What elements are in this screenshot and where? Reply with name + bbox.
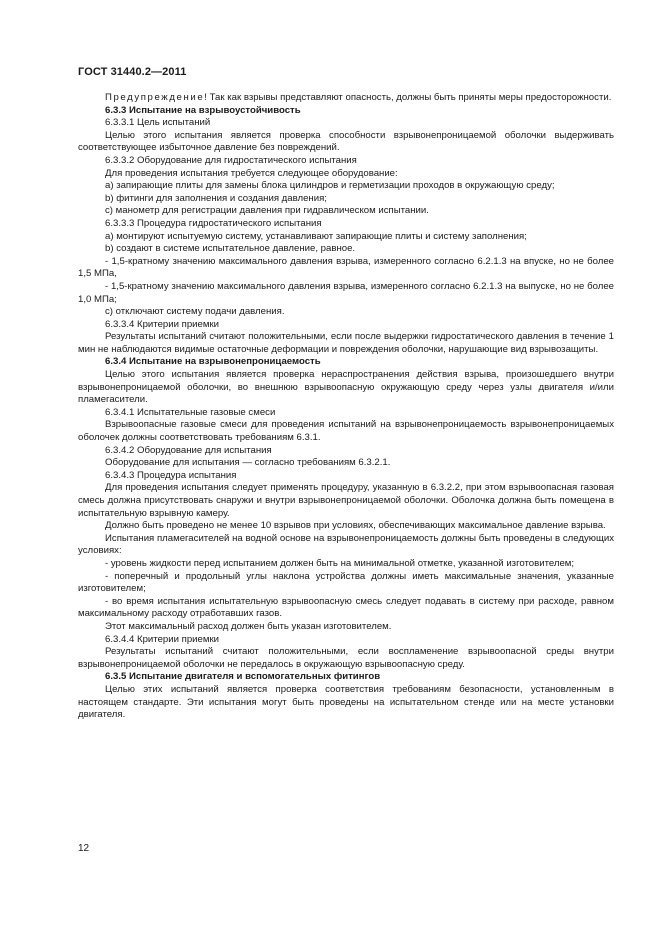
list-item: b) фитинги для заполнения и создания давления; [105,192,327,204]
warning-text: ! Так как взрывы представляют опасность, должны быть приняты меры предосторожности. [204,92,612,103]
page-number: 12 [78,843,90,854]
body-paragraph: Взрывоопасные газовые смеси для проведения испытаний на взрывонепроницаемость взрывонепроницаемых оболочек должны соответствовать требованиям 6.3.1. [78,419,614,444]
subsection-title: 6.3.4.3 Процедура испытания [105,469,237,481]
section-heading: 6.3.5 Испытание двигателя и вспомогательных фитингов [105,671,381,683]
document-header: ГОСТ 31440.2—2011 [78,66,187,78]
subsection-title: 6.3.3.3 Процедура гидростатического испытания [105,217,322,229]
subsection-title: 6.3.3.2 Оборудование для гидростатического испытания [105,154,357,166]
body-paragraph: Этот максимальный расход должен быть указан изготовителем. [105,620,392,632]
body-paragraph: Должно быть проведено не менее 10 взрывов при условиях, обеспечивающих максимальное давление взрыва. [105,520,606,532]
list-item: - уровень жидкости перед испытанием должен быть на минимальной отметке, указанной изготовителем; [105,557,575,569]
body-paragraph: Результаты испытаний считают положительными, если воспламенение взрывоопасной среды внутри взрывонепроницаемой оболочки не передалось в окружающую взрывоопасную среду. [78,646,614,670]
section-heading: 6.3.4 Испытание на взрывонепроницаемость [105,356,321,368]
subsection-title: 6.3.4.1 Испытательные газовые смеси [105,406,276,418]
list-item: c) отключают систему подачи давления. [105,306,285,318]
subsection-title: 6.3.3.1 Цель испытаний [105,117,211,129]
list-item: a) монтируют испытуемую систему, устанавливают запирающие плиты и систему заполнения; [105,230,527,242]
subsection-title: 6.3.4.2 Оборудование для испытания [105,444,272,456]
list-item: - 1,5-кратному значению максимального давления взрыва, измеренного согласно 6.2.1.3 на впуске, но не более 1,5 МПа, [78,255,614,280]
subsection-title: 6.3.4.4 Критерии приемки [105,633,220,645]
body-paragraph: Целью этого испытания является проверка нераспространения действия взрыва, произошедшего внутри взрывонепроницаемой оболочки, во внешнюю взрывоопасную окружающую среду через узлы двигателя и/или пламегасители. [78,369,614,406]
list-item: a) запирающие плиты для замены блока цилиндров и герметизации проходов в окружающую среду; [105,180,555,192]
body-paragraph: Целью этих испытаний является проверка соответствия требованиям безопасности, установленным в настоящем стандарте. Эти испытания могут быть проведены на испытательном стенде или на месте установки двигателя. [78,683,614,721]
warning-label: Предупреждение [105,92,205,103]
list-item: - во время испытания испытательную взрывоопасную смесь следует подавать в систему при расходе, равном максимальному расходу отработавших газов. [78,595,614,620]
warning-note [78,92,614,105]
list-item: - 1,5-кратному значению максимального давления взрыва, измеренного согласно 6.2.1.3 на выпуске, но не более 1,0 МПа; [78,280,614,305]
body-paragraph: Целью этого испытания является проверка способности взрывонепроницаемой оболочки выдерживать соответствующее избыточное давление без повреждений. [78,129,614,154]
subsection-title: 6.3.3.4 Критерии приемки [105,318,220,330]
list-item: - поперечный и продольный углы наклона устройства должны иметь максимальные значения, указанные изготовителем; [78,570,614,595]
body-paragraph: Для проведения испытания требуется следующее оборудование: [105,167,398,179]
body-paragraph: Испытания пламегасителей на водной основе на взрывонепроницаемость должны быть проведены в следующих условиях: [78,532,614,557]
list-item: c) манометр для регистрации давления при гидравлическом испытании. [105,205,429,217]
body-paragraph: Результаты испытаний считают положительными, если после выдержки гидростатического давления в течение 1 мин не наблюдаются видимые остаточные деформации и повреждения оболочки, нарушающие вид взрывозащиты. [78,331,614,355]
list-item: b) создают в системе испытательное давление, равное. [105,243,356,255]
section-heading: 6.3.3 Испытание на взрывоустойчивость [105,104,301,116]
body-paragraph: Оборудование для испытания — согласно требованиям 6.3.2.1. [105,457,391,469]
body-paragraph: Для проведения испытания следует применять процедуру, указанную в 6.3.2.2, при этом взрывоопасная газовая смесь должна присутствовать снаружи и внутри взрывонепроницаемой оболочки. Оболочка должна быть помещена в испытательную взрывную камеру. [78,482,614,519]
document-body [78,92,614,722]
